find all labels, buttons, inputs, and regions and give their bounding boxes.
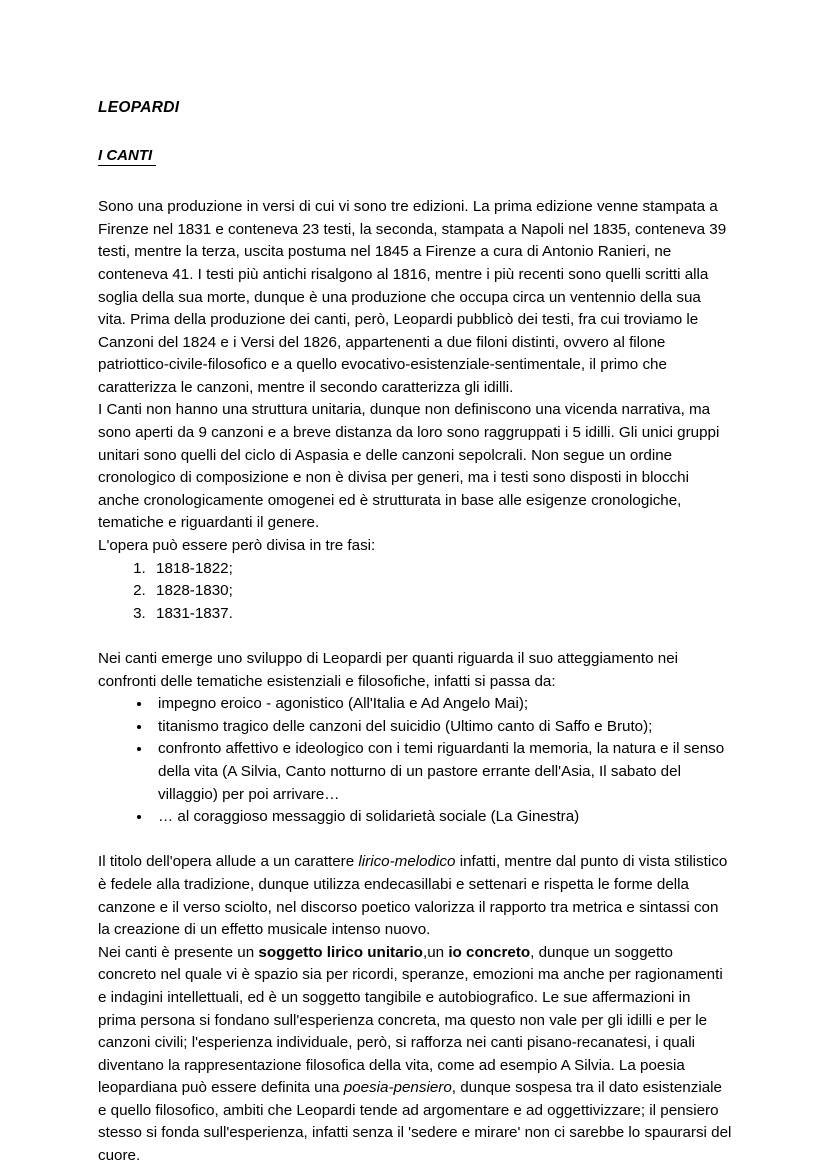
section-heading-label: I CANTI [98,147,156,166]
list-item: • confronto affettivo e ideologico con i temi riguardanti la memoria, la natura e il senso della vita (A Silvia, Canto notturno di un pastore errante dell'Asia, Il sabato del villaggio) per poi arrivare… [152,738,732,806]
paragraph-lyric-subject [98,942,732,1168]
emphasis-poesia-pensiero: poesia-pensiero [343,1079,452,1097]
list-item: • titanismo tragico delle canzoni del suicidio (Ultimo canto di Saffo e Bruto); [152,716,732,739]
paragraph-phases-intro: L'opera può essere però divisa in tre fasi: [98,537,376,555]
paragraph-style-part-2: infatti, mentre dal punto di vista stilistico è fedele alla tradizione, dunque utilizza endecasillabi e settenari e rispetta le forme della canzone e il verso sciolto, nel discorso poetico valorizza il rapporto tra metrica e sintassi con la creazione di un effetto musicale intenso nuovo. [98,853,728,939]
paragraph-subject-part-2: ,un [422,943,449,961]
paragraph-style [98,851,732,941]
section-heading [98,147,732,166]
emphasis-lirico-melodico: lirico-melodico [358,853,456,871]
list-item: 3. 1831-1837. [150,603,732,626]
list-item: 1. 1818-1822; [150,558,732,581]
list-item: • impegno eroico - agonistico (All'Italia e Ad Angelo Mai); [152,693,732,716]
paragraph-subject-part-3: , dunque un soggetto concreto nel quale vi è spazio sia per ricordi, speranze, emozioni ma anche per ragionamenti e indagini intellettuali, ed è un soggetto tangibile e autobiografico. Le sue affermazioni in prima persona si fondano sull'esperienza concreta, ma questo non vale per gli idilli e per le canzoni civili; l'esperienza individuale, però, si rafforza nei canti pisano-recanatesi, i quali diventano la rappresentazione filosofica della vita, come ad esempio A Silvia. La poesia leopardiana può essere definita una [98,943,723,1097]
paragraph-editions: Sono una produzione in versi di cui vi sono tre edizioni. La prima edizione venne stampata a Firenze nel 1831 e conteneva 23 testi, la seconda, stampata a Napoli nel 1835, conteneva 39 testi, mentre la terza, uscita postuma nel 1845 a Firenze a cura di Antonio Ranieri, ne conteneva 41. I testi più antichi risalgono al 1816, mentre i più recenti sono quelli scritti alla soglia della sua morte, dunque è una produzione che occupa circa un ventennio della sua vita. Prima della produzione dei canti, però, Leopardi pubblicò dei testi, fra cui troviamo le Canzoni del 1824 e i Versi del 1826, appartenenti a due filoni distinti, ovvero al filone patriottico-civile-filosofico e a quello evocativo-esistenziale-sentimentale, il primo che caratterizza le canzoni, mentre il secondo caratterizza gli idilli. [98,198,727,396]
emphasis-soggetto-lirico-unitario: soggetto lirico unitario [258,943,423,961]
paragraph-subject-part-1: Nei canti è presente un [98,943,259,961]
paragraph-subject-part-4: , dunque sospesa tra il dato esistenziale e quello filosofico, ambiti che Leopardi tende ad argomentare e ad oggettivizzare; il pensiero stesso si fonda sull'esperienza, infatti senza il 'sedere e mirare' non ci sarebbe lo spaurarsi del cuore. [98,1079,732,1165]
paragraph-structure: I Canti non hanno una struttura unitaria, dunque non definiscono una vicenda narrativa, ma sono aperti da 9 canzoni e a breve distanza da loro sono raggruppati i 5 idilli. Gli unici gruppi unitari sono quelli del ciclo di Aspasia e delle canzoni sepolcrali. Non segue un ordine cronologico di composizione e non è divisa per generi, ma i testi sono disposti in blocchi anche cronologicamente omogenei ed è strutturata in base alle esigenze cronologiche, tematiche e riguardanti il genere. [98,401,720,532]
document-content [98,98,732,1168]
list-item: 2. 1828-1830; [150,580,732,603]
paragraph-style-part-1: Il titolo dell'opera allude a un carattere [98,853,359,871]
paragraph-themes-intro: Nei canti emerge uno sviluppo di Leopardi per quanti riguarda il suo atteggiamento nei confronti delle tematiche esistenziali e filosofiche, infatti si passa da: [98,650,679,690]
page-title: LEOPARDI [98,99,180,116]
theme-list [98,693,732,829]
emphasis-io-concreto: io concreto [448,943,531,961]
list-item: • … al coraggioso messaggio di solidarietà sociale (La Ginestra) [152,806,732,829]
phase-list [98,558,732,626]
